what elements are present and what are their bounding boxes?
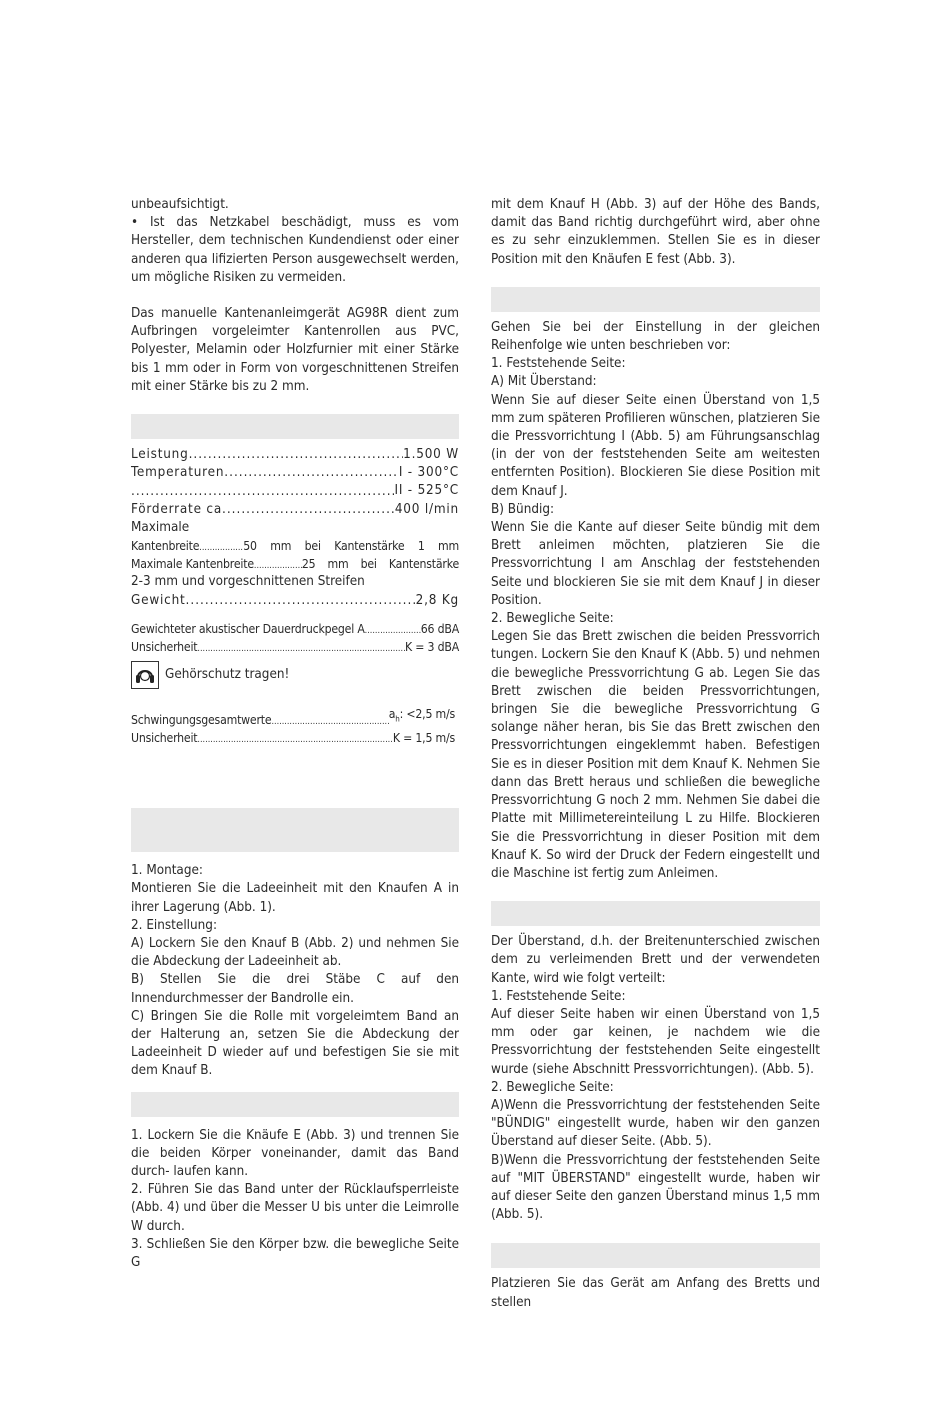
press-line: B) Bündig: xyxy=(491,501,555,517)
anleimen-line: Platzieren Sie das Gerät am Anfang des Bretts und stellen xyxy=(491,1276,820,1310)
spec-value: I - 300°C xyxy=(398,465,459,481)
spec-row-kantenbreite-cont: 2-3 mm und vorgeschnittenen Streifen xyxy=(131,574,365,590)
section-header-bar-ueberstand xyxy=(491,901,820,926)
spec-row-foerderrate xyxy=(131,501,459,519)
ueberstand-section xyxy=(491,933,820,1224)
montage-line: 1. Montage: xyxy=(131,863,203,879)
left-column xyxy=(131,196,459,1272)
spec-label: Förderrate ca xyxy=(131,501,223,517)
section-header-bar-band xyxy=(131,1092,459,1117)
montage-line: Montieren Sie die Ladeeinheit mit den Knaufen A in ihrer Lagerung (Abb. 1). xyxy=(131,881,459,915)
band-continuation: mit dem Knauf H (Abb. 3) auf der Höhe des Bands, damit das Band richtig durchgeführt wird, aber ohne es zu sehr einzuklemmen. Stellen Sie es in dieser Position mit den Knäufen E fest (Abb. 3). xyxy=(491,197,820,267)
spec-row-leistung xyxy=(131,446,459,464)
band-line: 1. Lockern Sie die Knäufe E (Abb. 3) und trennen Sie die beiden Körper voneinander, damit das Band durch- laufen kann. xyxy=(131,1127,459,1179)
ueberstand-line: Auf dieser Seite haben wir einen Überstand von 1,5 mm oder gar keinen, je nachdem wie die Pressvorrichtung der feststehenden Seite eingestellt wurde (siehe Abschnitt Pressvorrichtungen). (Abb. 5). xyxy=(491,1006,820,1077)
spec-value: K = 1,5 m/s xyxy=(392,730,455,745)
band-line: 3. Schließen Sie den Körper bzw. die bewegliche Seite G xyxy=(131,1236,459,1270)
montage-line: 2. Einstellung: xyxy=(131,917,217,933)
intro-line: • Ist das Netzkabel beschädigt, muss es vom Hersteller, dem technischen Kundendienst oder einer anderen qua lifizierten Person ausgewechselt werden, um mögliche Risiken zu vermeiden. xyxy=(131,215,459,285)
hearing-protection-icon xyxy=(131,661,159,689)
band-line: 2. Führen Sie das Band unter der Rücklaufsperrleiste (Abb. 4) und über die Messer U bis unter die Leimrolle W durch. xyxy=(131,1182,459,1234)
right-column xyxy=(491,196,820,1312)
spec-value-sub: h xyxy=(395,714,400,724)
ueberstand-line: Der Überstand, d.h. der Breitenunterschied zwischen dem zu verleimenden Brett und der verwendeten Kante, wird wie folgt verteilt: xyxy=(491,934,820,986)
spec-value-a: a xyxy=(388,707,396,722)
press-line: Wenn Sie die Kante auf dieser Seite bündig mit dem Brett anleimen möchten, platzieren Sie die Pressvorrichtung I am Anschlag der feststehenden Seite und blockieren Sie sie mit dem Knauf J in dieser Position. xyxy=(491,520,820,608)
noise-row-schwingung xyxy=(131,705,455,729)
spec-value-post: : <2,5 m/s xyxy=(399,707,455,722)
spec-label: Unsicherheit xyxy=(131,640,198,655)
intro-line: unbeaufsichtigt. xyxy=(131,197,229,212)
spec-row-temperatur xyxy=(131,464,459,482)
band-section xyxy=(131,1127,459,1273)
spec-value xyxy=(389,705,455,729)
spec-row-temperatur-2 xyxy=(131,482,459,500)
press-line: 1. Feststehende Seite: xyxy=(491,356,626,372)
spec-value: 400 l/min xyxy=(394,501,459,517)
ueberstand-line: A)Wenn die Pressvorrichtung der feststehenden Seite "BÜNDIG" eingestellt wurde, haben wir den ganzen Überstand auf dieser Seite. (Abb. 5). xyxy=(491,1097,820,1150)
press-line: Wenn Sie auf dieser Seite einen Überstand von 1,5 mm zum späteren Profilieren wünschen, platzieren Sie die Pressvorrichtung I (Abb. 5) am Führungsanschlag (in der von der feststehenden Seite am weitesten entfernten Position). Blockieren Sie diese Position mit dem Knauf J. xyxy=(491,392,820,499)
noise-row-unsicherheit xyxy=(131,638,459,656)
noise-list xyxy=(131,620,459,747)
press-line: Gehen Sie bei der Einstellung in der gleichen Reihenfolge wie unten beschrieben vor: xyxy=(491,319,820,354)
spec-value: 2,8 Kg xyxy=(415,592,459,608)
section-header-bar-specs xyxy=(131,414,459,439)
spec-value: II - 525°C xyxy=(394,483,459,499)
spec-label: Gewichteter akustischer Dauerdruckpegel A xyxy=(131,621,365,636)
spec-value: 66 dBA xyxy=(420,621,459,636)
montage-line: B) Stellen Sie die drei Stäbe C auf den Innendurchmesser der Bandrolle ein. xyxy=(131,972,459,1006)
spec-label: Maximale Kantenbreite xyxy=(131,557,254,572)
section-header-bar-press xyxy=(491,287,820,312)
noise-row-pegel xyxy=(131,620,459,638)
spec-row-gewicht xyxy=(131,592,459,610)
spec-label: Schwingungsgesamtwerte xyxy=(131,712,272,727)
specs-list xyxy=(131,446,459,610)
spec-value: K = 3 dBA xyxy=(405,640,459,655)
hearing-protection-notice xyxy=(131,661,459,689)
press-line: Legen Sie das Brett zwischen die beiden Pressvorrich tungen. Lockern Sie den Knauf K (Abb. 5) und nehmen die bewegliche Pressvorrichtung G ab. Legen Sie das Brett zwischen die beiden Pressvorrichtungen, bringen Sie die bewegliche Pressvorrichtung G solange näher heran, bis Sie das Brett zwischen den Pressvorrichtungen eingeklemmt haben. Befestigen Sie es in dieser Position mit dem Knauf K. Nehmen Sie dann das Brett heraus und schließen die bewegliche Pressvorrichtung G noch 2 mm. Nehmen Sie dabei die Platte mit Millimetereinteilung L zu Hilfe. Blockieren Sie die Pressvorrichtung in dieser Position mit dem Knauf K. So wird der Druck der Federn eingestellt und die Maschine ist fertig zum Anleimen. xyxy=(491,629,820,881)
spec-label: Gewicht xyxy=(131,592,186,608)
spec-value: 50 mm bei Kantenstärke 1 mm xyxy=(243,539,459,554)
ueberstand-line: B)Wenn die Pressvorrichtung der feststehenden Seite auf "MIT ÜBERSTAND" eingestellt wurde, haben wir auf dieser Seite den ganzen Überstand minus 1,5 mm (Abb. 5). xyxy=(491,1152,820,1223)
ueberstand-line: 1. Feststehende Seite: xyxy=(491,988,626,1004)
device-description: Das manuelle Kantenanleimgerät AG98R dient zum Aufbringen vorgeleimter Kantenrollen aus PVC, Polyester, Melamin oder Holzfurnier mit einer Stärke bis 1 mm oder in Form von vorgeschnittenen Streifen mit einer Stärke bis zu 2 mm. xyxy=(131,306,459,394)
spec-value: 25 mm bei Kantenstärke xyxy=(301,557,459,572)
press-line: 2. Bewegliche Seite: xyxy=(491,611,614,627)
spec-row-kantenbreite-2 xyxy=(131,555,459,573)
spec-label: Unsicherheit xyxy=(131,730,198,745)
spec-value: 1.500 W xyxy=(403,447,459,463)
spec-label: Leistung xyxy=(131,447,189,463)
press-section xyxy=(491,319,820,883)
ueberstand-line: 2. Bewegliche Seite: xyxy=(491,1079,614,1095)
spec-label: Temperaturen xyxy=(131,465,225,481)
spec-row-maximale: Maximale xyxy=(131,519,190,535)
section-header-bar-anleimen xyxy=(491,1243,820,1268)
section-header-bar-montage xyxy=(131,808,459,852)
montage-line: A) Lockern Sie den Knauf B (Abb. 2) und nehmen Sie die Abdeckung der Ladeeinheit ab. xyxy=(131,935,459,970)
noise-row-unsicherheit-2 xyxy=(131,729,455,747)
montage-section xyxy=(131,862,459,1080)
spec-row-kantenbreite xyxy=(131,537,459,555)
spec-label: Kantenbreite xyxy=(131,539,200,554)
hearing-protection-text: Gehörschutz tragen! xyxy=(165,667,290,683)
press-line: A) Mit Überstand: xyxy=(491,374,597,390)
montage-line: C) Bringen Sie die Rolle mit vorgeleimtem Band an der Halterung an, setzen Sie die Abdeckung der Ladeeinheit D wieder auf und befestigen Sie sie mit dem Knauf B. xyxy=(131,1008,459,1079)
